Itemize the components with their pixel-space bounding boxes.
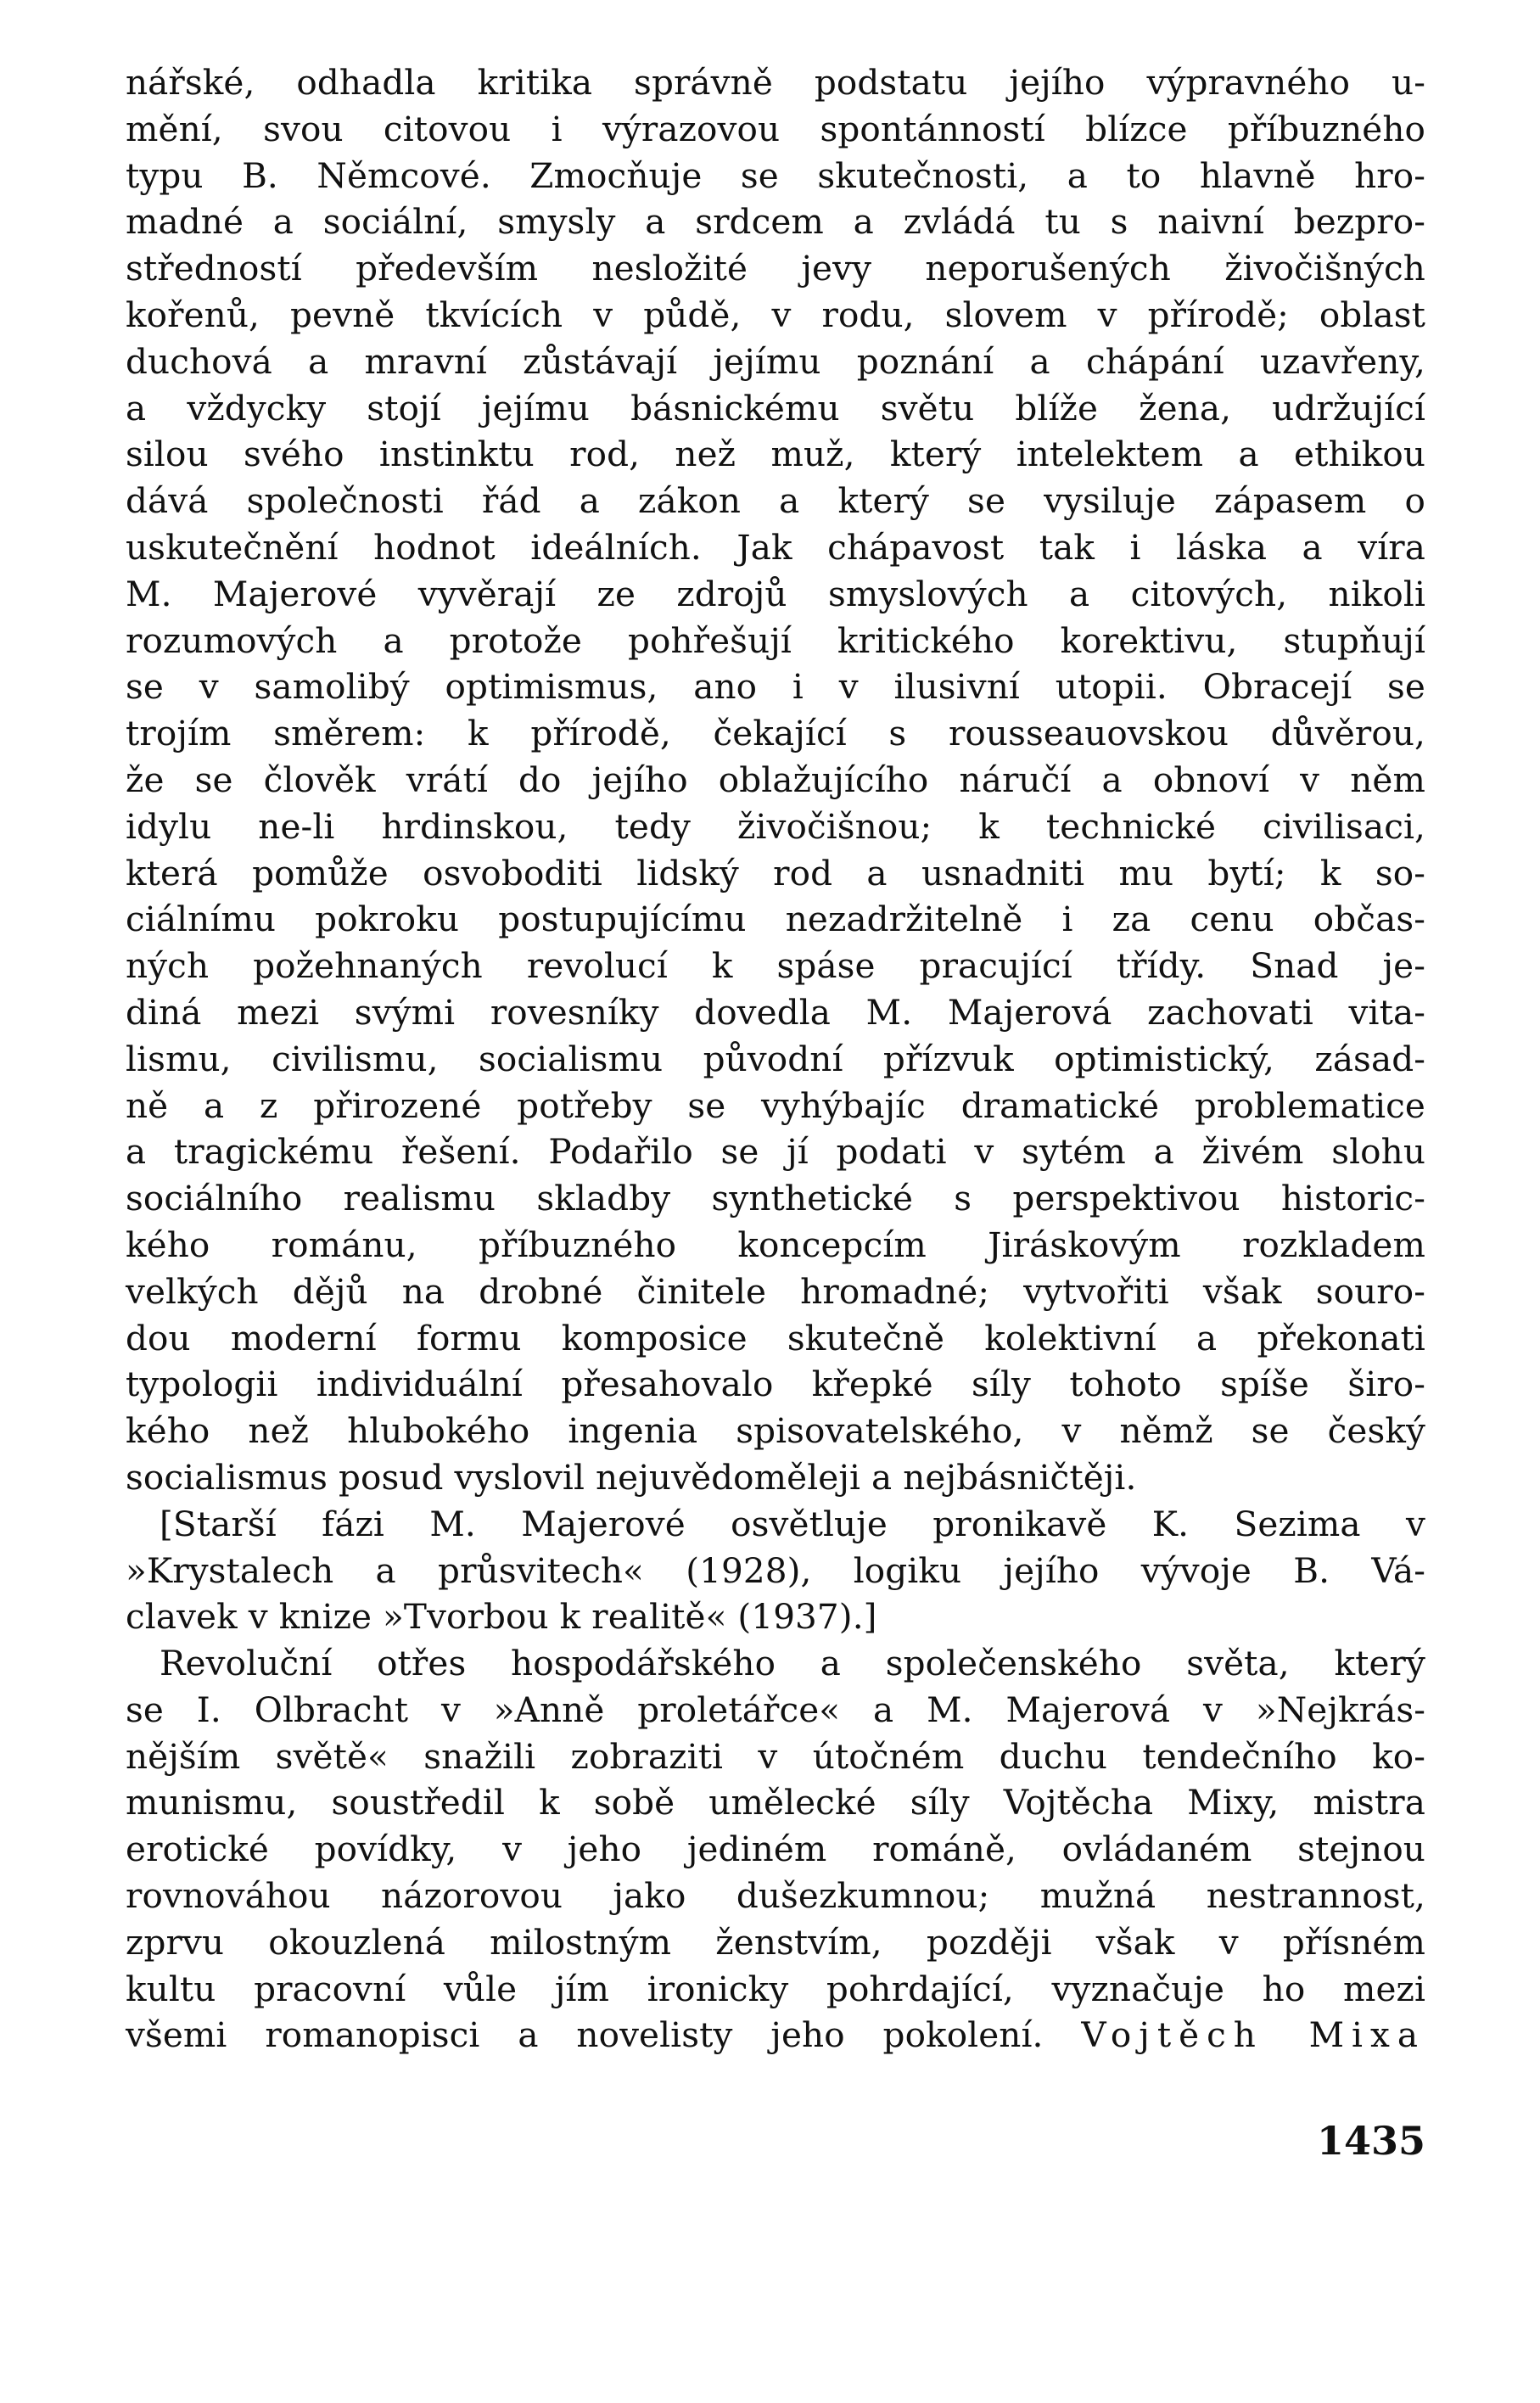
text-line: a vždycky stojí jejímu básnickému světu blíže žena, udržující <box>126 387 1425 429</box>
text-line: [Starší fázi M. Majerové osvětluje pronikavě K. Sezima v <box>160 1503 1425 1544</box>
text-line: rozumových a protože pohřešují kritického korektivu, stupňují <box>126 619 1425 661</box>
text-segment: všemi romanopisci a novelisty jeho pokolení. <box>126 2014 1044 2056</box>
text-line: že se člověk vrátí do jejího oblažujícího náručí a obnoví v něm <box>126 759 1425 800</box>
text-line: trojím směrem: k přírodě, čekající s rousseauovskou důvěrou, <box>126 713 1425 754</box>
text-line: typologii individuální přesahovalo křepké síly tohoto spíše širo- <box>126 1364 1425 1405</box>
text-line: diná mezi svými rovesníky dovedla M. Majerová zachovati vita- <box>126 991 1425 1033</box>
text-line: dává společnosti řád a zákon a který se vysiluje zápasem o <box>126 480 1425 522</box>
text-line: sociálního realismu skladby synthetické s perspektivou historic- <box>126 1178 1425 1219</box>
text-line: kého než hlubokého ingenia spisovatelského, v němž se český <box>126 1410 1425 1452</box>
text-line: zprvu okouzlená milostným ženstvím, později však v přísném <box>126 1921 1425 1963</box>
text-line: ciálnímu pokroku postupujícímu nezadržitelně i za cenu občas- <box>126 899 1425 940</box>
text-line: rovnováhou názorovou jako dušezkumnou; mužná nestrannost, <box>126 1875 1425 1917</box>
text-line: se I. Olbracht v »Anně proletářce« a M. Majerová v »Nejkrás- <box>126 1689 1425 1730</box>
text-line: kořenů, pevně tkvících v půdě, v rodu, slovem v přírodě; oblast <box>126 294 1425 335</box>
text-line: uskutečnění hodnot ideálních. Jak chápavost tak i láska a víra <box>126 526 1425 568</box>
text-line: idylu ne-li hrdinskou, tedy živočišnou; k technické civilisaci, <box>126 805 1425 847</box>
text-line: M. Majerové vyvěrají ze zdrojů smyslových a citových, nikoli <box>126 573 1425 614</box>
paragraph-1 <box>126 59 1425 1501</box>
text-line: se v samolibý optimismus, ano i v ilusivní utopii. Obracejí se <box>126 666 1425 708</box>
text-line: ně a z přirozené potřeby se vyhýbajíc dramatické problematice <box>126 1084 1425 1126</box>
text-line: typu B. Němcové. Zmocňuje se skutečnosti, a to hlavně hro- <box>126 154 1425 196</box>
text-line: velkých dějů na drobné činitele hromadné; vytvořiti však souro- <box>126 1270 1425 1312</box>
text-line: munismu, soustředil k sobě umělecké síly Vojtěcha Mixy, mistra <box>126 1782 1425 1823</box>
text-line: »Krystalech a průsvitech« (1928), logiku jejího vývoje B. Vá- <box>126 1549 1425 1591</box>
text-line: nářské, odhadla kritika správně podstatu jejího výpravného u- <box>126 62 1425 103</box>
text-line: která pomůže osvoboditi lidský rod a usnadniti mu bytí; k so- <box>126 852 1425 893</box>
text-line: dou moderní formu komposice skutečně kolektivní a překonati <box>126 1317 1425 1358</box>
page-number: 1435 <box>1316 2118 1425 2164</box>
text-line: clavek v knize »Tvorbou k realitě« (1937).] <box>126 1596 877 1638</box>
paragraph-2 <box>126 1501 1425 1640</box>
spaced-author-name: Vojtěch Mixa <box>1081 2014 1425 2056</box>
text-line: středností především nesložité jevy neporušených živočišných <box>126 248 1425 289</box>
text-line: silou svého instinktu rod, než muž, který intelektem a ethikou <box>126 434 1425 475</box>
text-line: a tragickému řešení. Podařilo se jí podati v sytém a živém slohu <box>126 1131 1425 1173</box>
text-line-with-name <box>126 2012 1425 2059</box>
text-line: nějším světě« snažili zobraziti v útočném duchu tendečního ko- <box>126 1735 1425 1777</box>
text-line: erotické povídky, v jeho jediném románě, ovládaném stejnou <box>126 1829 1425 1870</box>
text-line: madné a sociální, smysly a srdcem a zvládá tu s naivní bezpro- <box>126 201 1425 243</box>
body-text <box>126 59 1425 2059</box>
text-line: kého románu, příbuzného koncepcím Jiráskovým rozkladem <box>126 1224 1425 1265</box>
text-line: duchová a mravní zůstávají jejímu poznání a chápání uzavřeny, <box>126 340 1425 382</box>
text-line: Revoluční otřes hospodářského a společenského světa, který <box>160 1643 1425 1684</box>
text-line: mění, svou citovou i výrazovou spontánností blízce příbuzného <box>126 108 1425 149</box>
text-line: kultu pracovní vůle jím ironicky pohrdající, vyznačuje ho mezi <box>126 1968 1425 2009</box>
text-line: ných požehnaných revolucí k spáse pracující třídy. Snad je- <box>126 945 1425 987</box>
text-line: lismu, civilismu, socialismu původní přízvuk optimistický, zásad- <box>126 1038 1425 1079</box>
paragraph-3 <box>126 1640 1425 2059</box>
text-line: socialismus posud vyslovil nejuvědoměleji a nejbásničtěji. <box>126 1456 1137 1498</box>
